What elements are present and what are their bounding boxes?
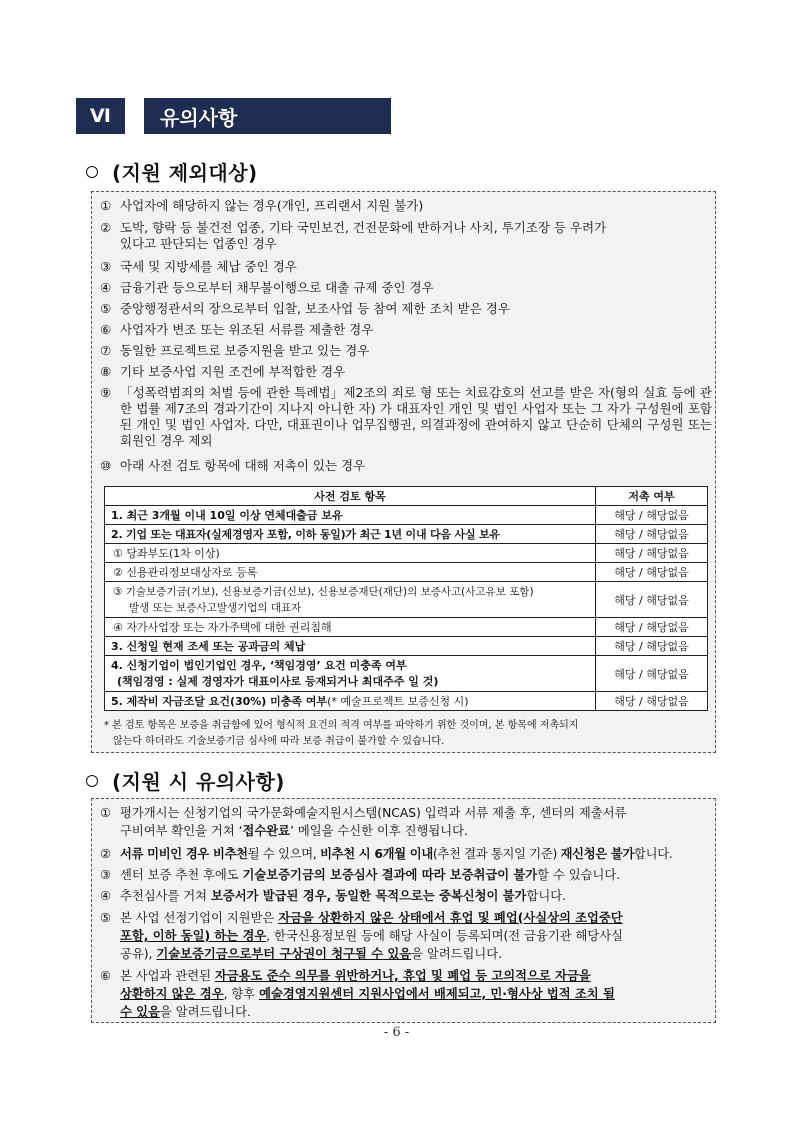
caution-item-4: ④ 추천심사를 거쳐 보증서가 발급된 경우, 동일한 목적으로는 중복신청이 불가합니다. [100, 889, 566, 903]
table-row: 4. 신청기업이 법인기업인 경우, ‘책임경영’ 요건 미충족 여부 (책임경영 : 실제 경영자가 대표이사로 등재되거나 최대주주 일 것) 해당 / 해당없음 [105, 656, 708, 692]
exclusion-box [91, 191, 716, 753]
caution-item-5: ⑤ 본 사업 선정기업이 지원받은 자금을 상환하지 않은 상태에서 휴업 및 폐업(사실상의 조업중단 포함, 이하 동일) 하는 경우, 한국신용정보원 등에 해당 사실이 등록되며(전 금융기관 해당사실 공유), 기술보증기금으로부터 구상권이 청구될 수 있음을 알려드립니다. [100, 911, 624, 961]
exclusion-item-8: ⑧ 기타 보증사업 지원 조건에 부적합한 경우 [100, 364, 346, 379]
exclusion-item-5: ⑤ 중앙행정관서의 장으로부터 입찰, 보조사업 등 참여 제한 조치 받은 경우 [100, 301, 510, 316]
exclusion-heading: (지원 제외대상) [86, 157, 258, 186]
section-number: Ⅵ [76, 98, 125, 134]
column-header: 사전 검토 항목 [105, 487, 596, 506]
caution-heading: (지원 시 유의사항) [86, 766, 285, 795]
pre-review-table [104, 486, 708, 711]
caution-item-2: ② 서류 미비인 경우 비추천될 수 있으며, 비추천 시 6개월 이내(추천 결과 통지일 기준) 재신청은 불가합니다. [100, 847, 673, 861]
column-header: 저촉 여부 [596, 487, 708, 506]
exclusion-item-9: ⑨ 「성폭력범죄의 처벌 등에 관한 특례법」제2조의 죄로 형 또는 치료감호의 선고를 받은 자(형의 실효 등에 관한 법률 제7조의 경과기간이 지나지 아니한 자) 가 대표자인 개인 및 법인 사업자 또는 그 자가 구성원에 포함된 개인 및 법인 사업자. 다만, 대표권이나 업무집행권, 의결과정에 관여하지 않고 단순히 단체의 구성원 또는 회원인 경우 제외 [100, 385, 712, 448]
table-row: ① 당좌부도(1차 이상) 해당 / 해당없음 [105, 544, 708, 563]
footnote: * 본 검토 항목은 보증을 취급함에 있어 형식적 요건의 적격 여부를 파악하기 위한 것이며, 본 항목에 저촉되지 않는다 하더라도 기술보증기금 심사에 따라 보증 취급이 불가할 수 있습니다. [104, 720, 579, 747]
section-title: 유의사항 [144, 98, 391, 134]
caution-item-1: ① 평가개시는 신청기업의 국가문화예술지원시스템(NCAS) 입력과 서류 제출 후, 센터의 제출서류 구비여부 확인을 거쳐 ‘접수완료’ 메일을 수신한 이후 진행됩니다. [100, 806, 627, 838]
exclusion-item-1: ① 사업자에 해당하지 않는 경우(개인, 프리랜서 지원 불가) [100, 198, 424, 213]
table-row: ④ 자가사업장 또는 자가주택에 대한 권리침해 해당 / 해당없음 [105, 618, 708, 637]
exclusion-item-3: ③ 국세 및 지방세를 체납 중인 경우 [100, 259, 297, 274]
exclusion-item-4: ④ 금융기관 등으로부터 채무불이행으로 대출 규제 중인 경우 [100, 280, 434, 295]
exclusion-item-6: ⑥ 사업자가 변조 또는 위조된 서류를 제출한 경우 [100, 322, 374, 337]
caution-item-3: ③ 센터 보증 추천 후에도 기술보증기금의 보증심사 결과에 따라 보증취급이 불가할 수 있습니다. [100, 868, 621, 882]
table-row: 1. 최근 3개월 이내 10일 이상 연체대출금 보유 해당 / 해당없음 [105, 506, 708, 525]
caution-box [91, 798, 716, 1023]
table-row: ③ 기술보증기금(기보), 신용보증기금(신보), 신용보증재단(재단)의 보증사고(사고유보 포함) 발생 또는 보증사고발생기업의 대표자 해당 / 해당없음 [105, 582, 708, 618]
circle-bullet-icon [86, 166, 98, 178]
table-row: 5. 제작비 자금조달 요건(30%) 미충족 여부(* 예술프로젝트 보증신청 시) 해당 / 해당없음 [105, 692, 708, 711]
table-header-row [105, 487, 708, 506]
caution-item-6: ⑥ 본 사업과 관련된 자금용도 준수 의무를 위반하거나, 휴업 및 폐업 등 고의적으로 자금을 상환하지 않은 경우, 향후 예술경영지원센터 지원사업에서 배제되고, 민·형사상 법적 조치 될 수 있음을 알려드립니다. [100, 969, 615, 1019]
table-row: 2. 기업 또는 대표자(실제경영자 포함, 이하 동일)가 최근 1년 이내 다음 사실 보유 해당 / 해당없음 [105, 525, 708, 544]
exclusion-item-2: ② 도박, 향락 등 불건전 업종, 기타 국민보건, 건전문화에 반하거나 사치, 투기조장 등 우려가 있다고 판단되는 업종인 경우 [100, 220, 607, 251]
page-number: - 6 - [383, 1025, 410, 1040]
table-row: 3. 신청일 현재 조세 또는 공과금의 체납 해당 / 해당없음 [105, 637, 708, 656]
exclusion-item-7: ⑦ 동일한 프로젝트로 보증지원을 받고 있는 경우 [100, 343, 370, 358]
circle-bullet-icon [86, 775, 98, 787]
exclusion-item-10: ⑩ 아래 사전 검토 항목에 대해 저촉이 있는 경우 [100, 458, 366, 473]
table-row: ② 신용관리정보대상자로 등록 해당 / 해당없음 [105, 563, 708, 582]
